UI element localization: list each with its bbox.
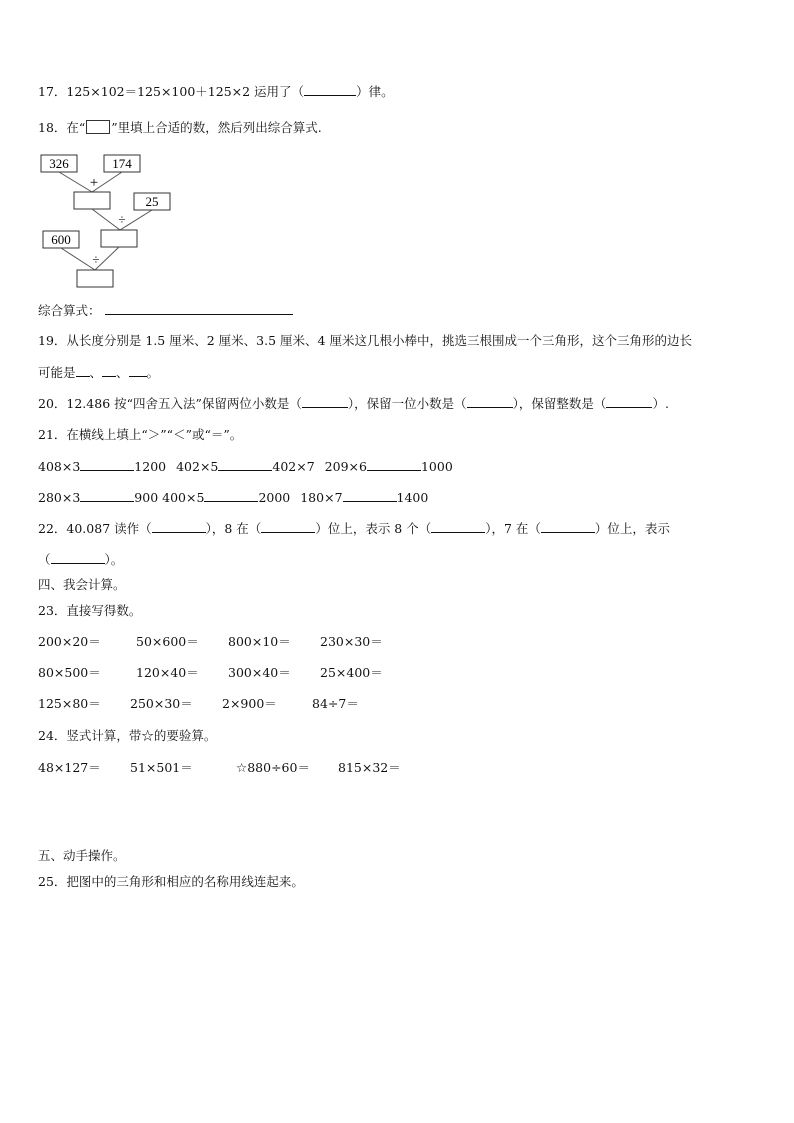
q18-formula-line — [38, 302, 293, 319]
q22-p3: ）位上，表示 8 个（ — [315, 521, 432, 536]
result-box-2[interactable] — [101, 230, 137, 247]
box-326-label: 326 — [49, 156, 69, 171]
question-19-line2 — [38, 364, 159, 381]
section-5-heading: 五、动手操作。 — [38, 848, 126, 863]
box-600-label: 600 — [51, 232, 71, 247]
q19-blank-2[interactable] — [102, 364, 116, 377]
q23-item: 120×40＝ — [136, 665, 199, 680]
q23-item: 800×10＝ — [228, 634, 291, 649]
q24-items-row — [38, 760, 458, 776]
question-22-line1 — [38, 520, 670, 537]
q21-item-left: 400×5 — [162, 490, 205, 505]
connector-line — [59, 172, 92, 192]
q21-item-right: 402×7 — [272, 459, 315, 474]
q21-compare-blank[interactable] — [204, 489, 258, 502]
q23-item: 80×500＝ — [38, 665, 101, 680]
q22-p2: ），8 在（ — [205, 521, 262, 536]
section-4-heading: 四、我会计算。 — [38, 577, 126, 592]
q22-p4: ），7 在（ — [485, 521, 541, 536]
q22-line2-end: ）。 — [104, 552, 124, 567]
q18-prefix: 在“ — [66, 120, 86, 135]
divide-operator: ÷ — [118, 212, 126, 227]
q22-p1: 22．40.087 读作（ — [38, 521, 152, 536]
q21-item-left: 209×6 — [324, 459, 367, 474]
box-25-label: 25 — [145, 194, 159, 209]
result-box-1[interactable] — [74, 192, 110, 209]
q22-blank-4[interactable] — [541, 520, 595, 533]
q20-part1: 20．12.486 按“四舍五入法”保留两位小数是（ — [38, 396, 302, 411]
q23-row-1 — [38, 634, 458, 650]
q24-item-starred: ☆880÷60＝ — [236, 760, 310, 775]
question-21-title: 21．在横线上填上“＞”“＜”或“＝”。 — [38, 427, 243, 442]
question-18 — [38, 120, 322, 136]
q23-item: 50×600＝ — [136, 634, 199, 649]
q20-part4: ）. — [652, 396, 669, 411]
box-174-label: 174 — [112, 156, 132, 171]
q22-blank-2[interactable] — [261, 520, 315, 533]
q19-blank-3[interactable] — [129, 364, 147, 377]
q24-item: 48×127＝ — [38, 760, 101, 775]
q23-row-3 — [38, 696, 458, 712]
divide-operator: ÷ — [92, 252, 100, 267]
q23-row-2 — [38, 665, 458, 681]
q20-blank-2[interactable] — [467, 395, 513, 408]
q21-compare-blank[interactable] — [367, 458, 421, 471]
q19-sep-2: 、 — [116, 365, 129, 380]
q18-inline-box-icon — [86, 120, 110, 134]
q23-item: 250×30＝ — [130, 696, 193, 711]
question-20 — [38, 395, 669, 412]
connector-line — [92, 209, 120, 230]
q23-item: 84÷7＝ — [312, 696, 359, 711]
q23-item: 125×80＝ — [38, 696, 101, 711]
q20-blank-3[interactable] — [606, 395, 652, 408]
q17-text-before: 17． — [38, 84, 67, 99]
q23-item: 2×900＝ — [222, 696, 277, 711]
formula-blank[interactable] — [105, 302, 293, 315]
q21-row-2 — [38, 489, 428, 506]
q18-tree-diagram — [40, 150, 180, 292]
q19-blank-1[interactable] — [76, 364, 90, 377]
question-24-title: 24．竖式计算，带☆的要验算。 — [38, 728, 217, 743]
q22-blank-5[interactable] — [51, 551, 105, 564]
q21-compare-blank[interactable] — [218, 458, 272, 471]
q23-item: 200×20＝ — [38, 634, 101, 649]
q18-suffix: ”里填上合适的数，然后列出综合算式. — [111, 120, 322, 135]
result-box-final[interactable] — [77, 270, 113, 287]
question-22-line2 — [38, 551, 123, 568]
q20-part3: ），保留整数是（ — [512, 396, 607, 411]
q21-item-right: 1200 — [134, 459, 167, 474]
q21-item-right: 1400 — [396, 490, 429, 505]
q21-item-right: 2000 — [258, 490, 291, 505]
q22-p5: ）位上，表示 — [594, 521, 670, 536]
question-17 — [38, 83, 394, 100]
plus-operator: + — [89, 175, 99, 191]
q17-expression: 125×102＝125×100＋125×2 运用了（ — [66, 84, 305, 99]
q21-row-1 — [38, 458, 453, 475]
q21-compare-blank[interactable] — [80, 489, 134, 502]
q20-blank-1[interactable] — [302, 395, 348, 408]
q21-compare-blank[interactable] — [80, 458, 134, 471]
q17-text-after: ）律。 — [356, 84, 394, 99]
q20-part2: ），保留一位小数是（ — [347, 396, 467, 411]
q21-item-left: 280×3 — [38, 490, 81, 505]
q22-blank-3[interactable] — [431, 520, 485, 533]
formula-label: 综合算式： — [38, 303, 101, 318]
q23-item: 300×40＝ — [228, 665, 291, 680]
q21-item-left: 402×5 — [176, 459, 219, 474]
q17-answer-blank[interactable] — [304, 83, 356, 96]
q22-line2-start: （ — [38, 552, 51, 567]
q24-item: 51×501＝ — [130, 760, 193, 775]
q21-item-left: 408×3 — [38, 459, 81, 474]
q21-compare-blank[interactable] — [343, 489, 397, 502]
q19-sep-1: 、 — [89, 365, 103, 380]
q21-item-right: 900 — [134, 490, 159, 505]
q18-number: 18． — [38, 120, 67, 135]
q23-item: 230×30＝ — [320, 634, 383, 649]
q21-item-left: 180×7 — [300, 490, 343, 505]
connector-line — [61, 248, 95, 270]
question-19-line1: 19．从长度分别是 1.5 厘米、2 厘米、3.5 厘米、4 厘米这几根小棒中，挑选三根围成一个三角形，这个三角形的边长 — [38, 333, 692, 348]
q19-end: 。 — [146, 365, 160, 380]
q21-item-right: 1000 — [420, 459, 453, 474]
question-25: 25．把图中的三角形和相应的名称用线连起来。 — [38, 874, 304, 889]
question-23-title: 23．直接写得数。 — [38, 603, 142, 618]
q22-blank-1[interactable] — [152, 520, 206, 533]
q23-item: 25×400＝ — [320, 665, 383, 680]
q24-item: 815×32＝ — [338, 760, 401, 775]
q19-prefix: 可能是 — [38, 365, 76, 380]
